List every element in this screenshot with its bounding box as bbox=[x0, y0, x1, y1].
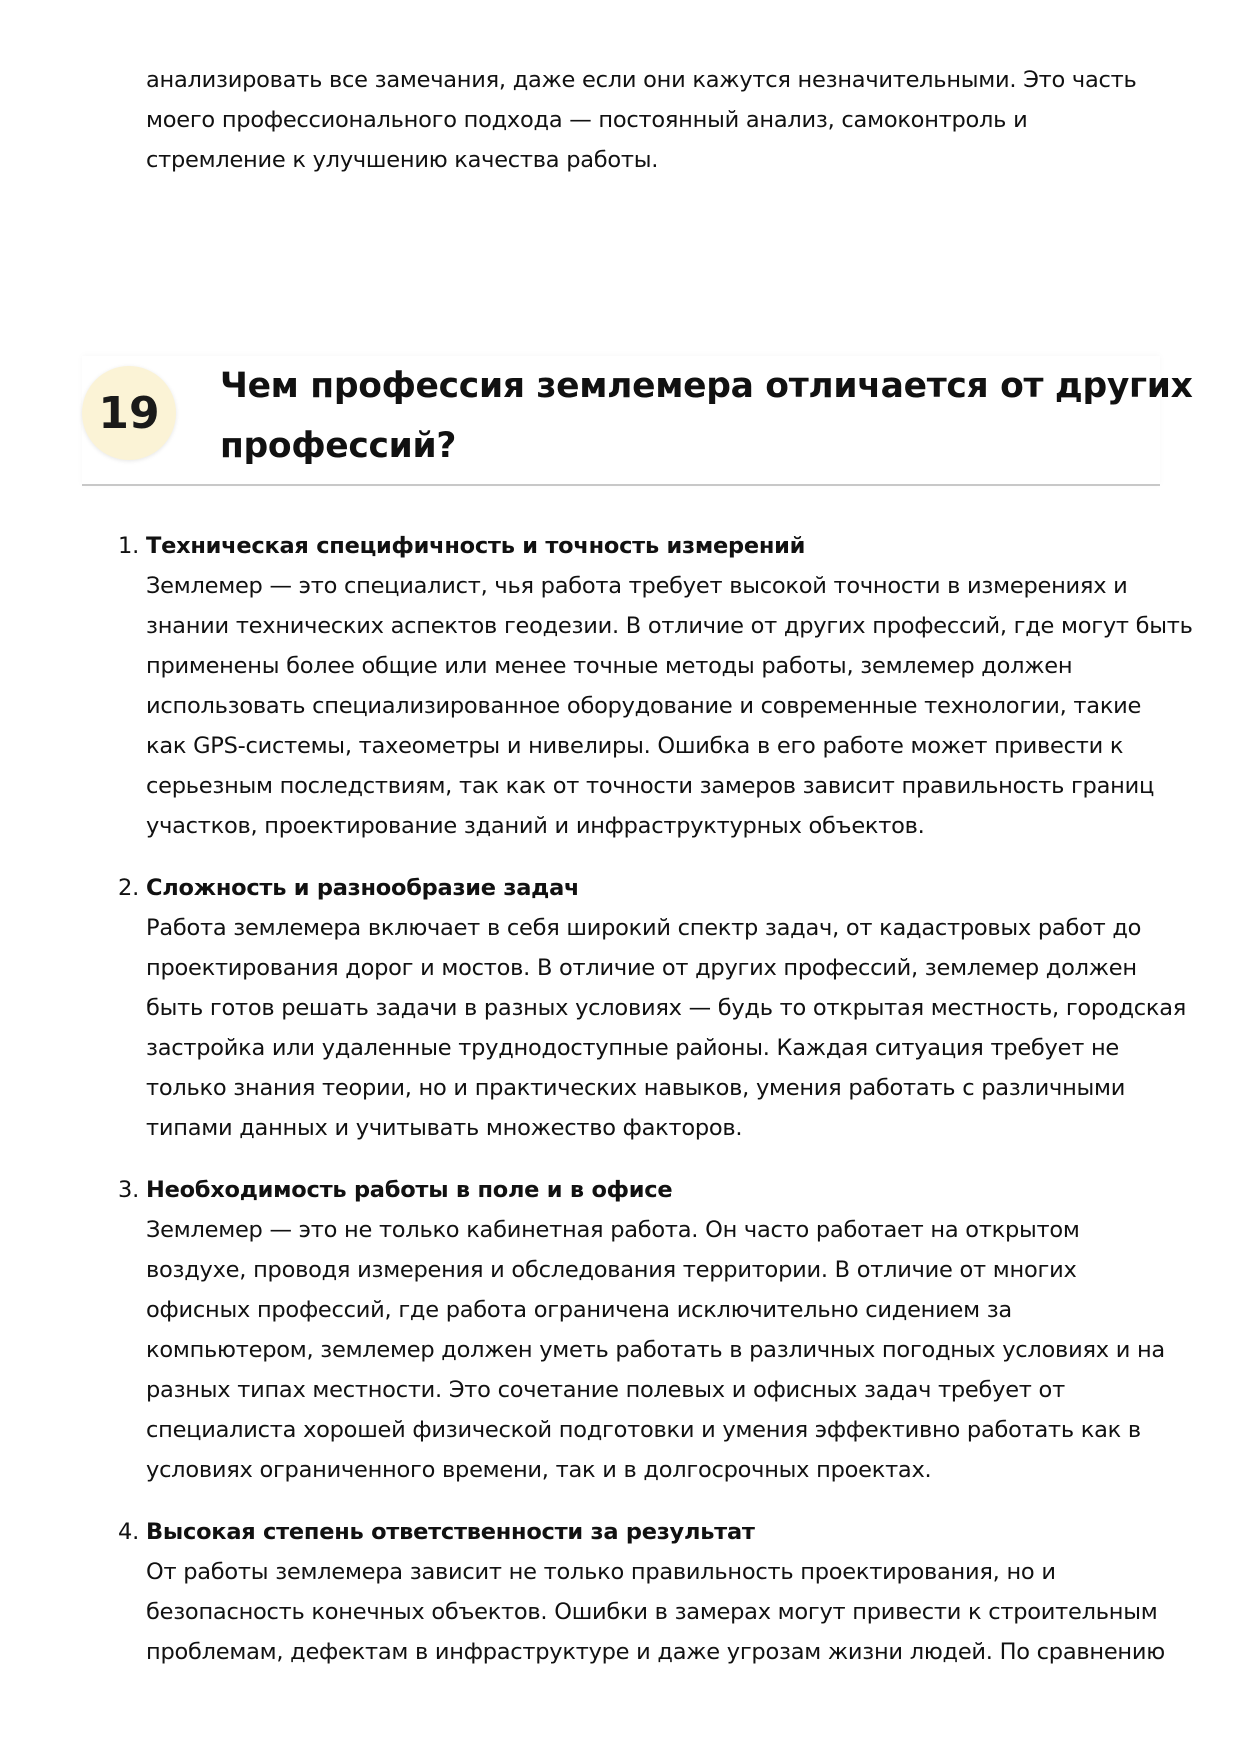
text-line: только знания теории, но и практических навыков, умения работать с различными bbox=[146, 1075, 1126, 1101]
list-number: 1. bbox=[118, 533, 139, 559]
text-line: серьезным последствиям, так как от точности замеров зависит правильность границ bbox=[146, 773, 1155, 799]
text-line: знании технических аспектов геодезии. В отличие от других профессий, где могут быть bbox=[146, 613, 1193, 639]
list-item-heading: Необходимость работы в поле и в офисе bbox=[146, 1177, 673, 1203]
text-line: стремление к улучшению качества работы. bbox=[146, 147, 659, 173]
section-number-badge: 19 bbox=[82, 366, 176, 460]
list-item-heading: Техническая специфичность и точность измерений bbox=[146, 533, 806, 559]
section-header bbox=[82, 356, 1193, 486]
text-line: применены более общие или менее точные методы работы, землемер должен bbox=[146, 653, 1073, 679]
text-line: Работа землемера включает в себя широкий спектр задач, от кадастровых работ до bbox=[146, 915, 1142, 941]
list-item bbox=[118, 1512, 1165, 1672]
text-line: От работы землемера зависит не только правильность проектирования, но и bbox=[146, 1559, 1056, 1585]
text-line: проблемам, дефектам в инфраструктуре и даже угрозам жизни людей. По сравнению bbox=[146, 1639, 1165, 1665]
list-number: 2. bbox=[118, 875, 139, 901]
text-line: Землемер — это не только кабинетная работа. Он часто работает на открытом bbox=[146, 1217, 1080, 1243]
title-line: Чем профессия землемера отличается от других bbox=[220, 366, 1193, 406]
text-line: воздухе, проводя измерения и обследования территории. В отличие от многих bbox=[146, 1257, 1077, 1283]
list-item-heading: Сложность и разнообразие задач bbox=[146, 875, 580, 901]
text-line: офисных профессий, где работа ограничена исключительно сидением за bbox=[146, 1297, 1012, 1323]
list-item bbox=[118, 1170, 1165, 1490]
list-item bbox=[118, 526, 1193, 846]
numbered-list bbox=[118, 526, 1193, 1694]
text-line: Землемер — это специалист, чья работа требует высокой точности в измерениях и bbox=[146, 573, 1128, 599]
text-line: безопасность конечных объектов. Ошибки в замерах могут привести к строительным bbox=[146, 1599, 1158, 1625]
title-line: профессий? bbox=[220, 426, 457, 466]
list-item bbox=[118, 868, 1187, 1148]
text-line: как GPS-системы, тахеометры и нивелиры. Ошибка в его работе может привести к bbox=[146, 733, 1124, 759]
list-item-heading: Высокая степень ответственности за результат bbox=[146, 1519, 755, 1545]
section-title bbox=[220, 356, 1193, 476]
text-line: компьютером, землемер должен уметь работать в различных погодных условиях и на bbox=[146, 1337, 1165, 1363]
text-line: условиях ограниченного времени, так и в долгосрочных проектах. bbox=[146, 1457, 932, 1483]
text-line: участков, проектирование зданий и инфраструктурных объектов. bbox=[146, 813, 925, 839]
text-line: разных типах местности. Это сочетание полевых и офисных задач требует от bbox=[146, 1377, 1065, 1403]
list-number: 3. bbox=[118, 1177, 139, 1203]
text-line: типами данных и учитывать множество факторов. bbox=[146, 1115, 743, 1141]
text-line: быть готов решать задачи в разных условиях — будь то открытая местность, городская bbox=[146, 995, 1187, 1021]
list-number: 4. bbox=[118, 1519, 139, 1545]
text-line: застройка или удаленные труднодоступные районы. Каждая ситуация требует не bbox=[146, 1035, 1120, 1061]
text-line: моего профессионального подхода — постоянный анализ, самоконтроль и bbox=[146, 107, 1028, 133]
intro-paragraph bbox=[146, 60, 1146, 180]
text-line: анализировать все замечания, даже если они кажутся незначительными. Это часть bbox=[146, 67, 1137, 93]
text-line: специалиста хорошей физической подготовки и умения эффективно работать как в bbox=[146, 1417, 1141, 1443]
text-line: использовать специализированное оборудование и современные технологии, такие bbox=[146, 693, 1142, 719]
text-line: проектирования дорог и мостов. В отличие от других профессий, землемер должен bbox=[146, 955, 1137, 981]
